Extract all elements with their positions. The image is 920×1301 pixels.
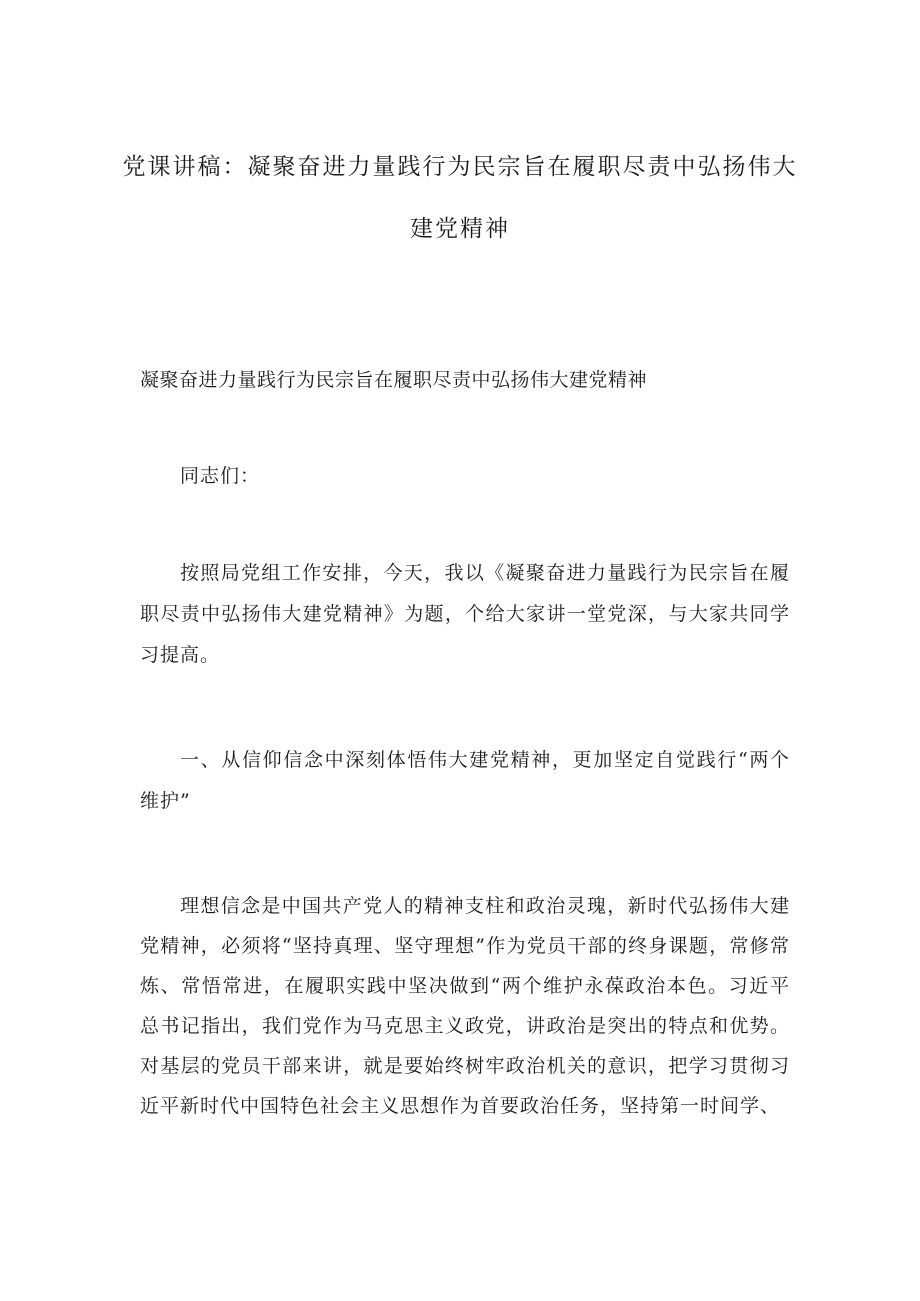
body-paragraph-1: 理想信念是中国共产党人的精神支柱和政治灵瑰，新时代弘扬伟大建党精神，必须将“坚持真理、坚守理想”作为党员干部的终身课题，常修常炼、常悟常进，在履职实践中坚决做到“两个维护永葆政治本色。习近平总书记指出，我们党作为马克思主义政党，讲政治是突出的特点和优势。对基层的党员干部来讲，就是要始终树牢政治机关的意识，把学习贯彻习近平新时代中国特色社会主义思想作为首要政治任务，坚持第一时间学、: [140, 895, 790, 1117]
intro-paragraph: 按照局党组工作安排，今天，我以《凝聚奋进力量践行为民宗旨在履职尽责中弘扬伟大建党精神》为题，个给大家讲一堂党深，与大家共同学习提高。: [140, 562, 790, 666]
section-heading-1: 一、从信仰信念中深刻体悟伟大建党精神，更加坚定自觉践行“两个维护”: [140, 749, 790, 812]
document-title: 党课讲稿：凝聚奋进力量践行为民宗旨在履职尽责中弘扬伟大建党精神: [122, 154, 798, 242]
greeting-paragraph: 同志们：: [180, 465, 261, 487]
document-subtitle: 凝聚奋进力量践行为民宗旨在履职尽责中弘扬伟大建党精神: [140, 369, 648, 391]
